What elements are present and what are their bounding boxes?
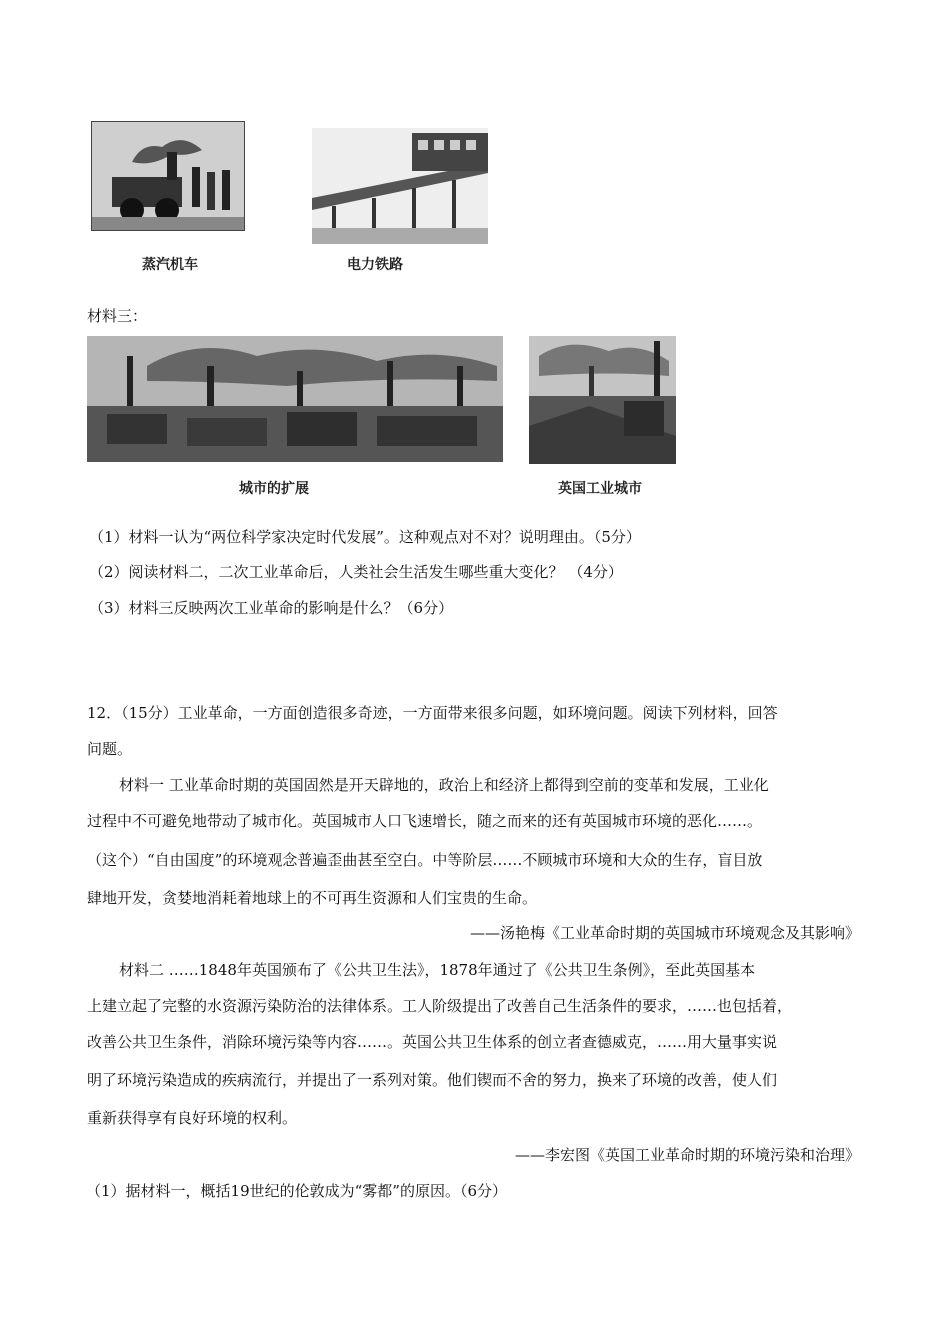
industrial-city-caption: 英国工业城市 [558, 481, 642, 497]
material-3-label: 材料三： [87, 307, 148, 325]
material-1-line: 材料一 工业革命时期的英国固然是开天辟地的，政治上和经济上都得到空前的变革和发展，工业化 [119, 776, 769, 794]
material-1-line: 肆地开发，贪婪地消耗着地球上的不可再生资源和人们宝贵的生命。 [87, 889, 538, 907]
material-2-line: 改善公共卫生条件，消除环境污染等内容……。英国公共卫生体系的创立者查德威克，……用大量事实说 [87, 1033, 778, 1051]
city-expansion-image [86, 335, 504, 463]
electric-railway-caption: 电力铁路 [347, 257, 403, 273]
electric-railway-image [311, 127, 489, 245]
material-1-source: ——汤艳梅《工业革命时期的英国城市环境观念及其影响》 [469, 924, 860, 942]
material-2-line: 上建立起了完整的水资源污染防治的法律体系。工人阶级提出了改善自己生活条件的要求，……也包括着， [87, 997, 793, 1015]
material-2-line: 材料二 ……1848年英国颁布了《公共卫生法》，1878年通过了《公共卫生条例》，至此英国基本 [119, 961, 756, 979]
material-1-line: 过程中不可避免地带动了城市化。英国城市人口飞速增长，随之而来的还有英国城市环境的恶化……。 [87, 812, 763, 830]
question-11-1: （1）材料一认为“两位科学家决定时代发展”。这种观点对不对？说明理由。（5分） [89, 528, 641, 546]
industrial-city-image [528, 335, 677, 465]
question-11-3: （3）材料三反映两次工业革命的影响是什么？（6分） [89, 599, 454, 617]
city-expansion-caption: 城市的扩展 [239, 481, 309, 497]
question-11-2: （2）阅读材料二，二次工业革命后，人类社会生活发生哪些重大变化？ （4分） [89, 563, 623, 581]
material-2-line: 明了环境污染造成的疾病流行，并提出了一系列对策。他们锲而不舍的努力，换来了环境的改善，使人们 [87, 1071, 778, 1089]
material-1-line: （这个）“自由国度”的环境观念普遍歪曲甚至空白。中等阶层……不顾城市环境和大众的生存，盲目放 [87, 851, 763, 869]
question-12-intro: 12．（15分）工业革命，一方面创造很多奇迹，一方面带来很多问题，如环境问题。阅读下列材料，回答 [87, 704, 778, 722]
material-2-source: ——李宏图《英国工业革命时期的环境污染和治理》 [514, 1146, 860, 1164]
question-12-intro-cont: 问题。 [87, 740, 133, 758]
material-2-line: 重新获得享有良好环境的权利。 [87, 1109, 298, 1127]
steam-locomotive-caption: 蒸汽机车 [142, 257, 198, 273]
steam-locomotive-image [91, 121, 245, 231]
question-12-1: （1）据材料一，概括19世纪的伦敦成为“雾都”的原因。（6分） [86, 1182, 508, 1200]
